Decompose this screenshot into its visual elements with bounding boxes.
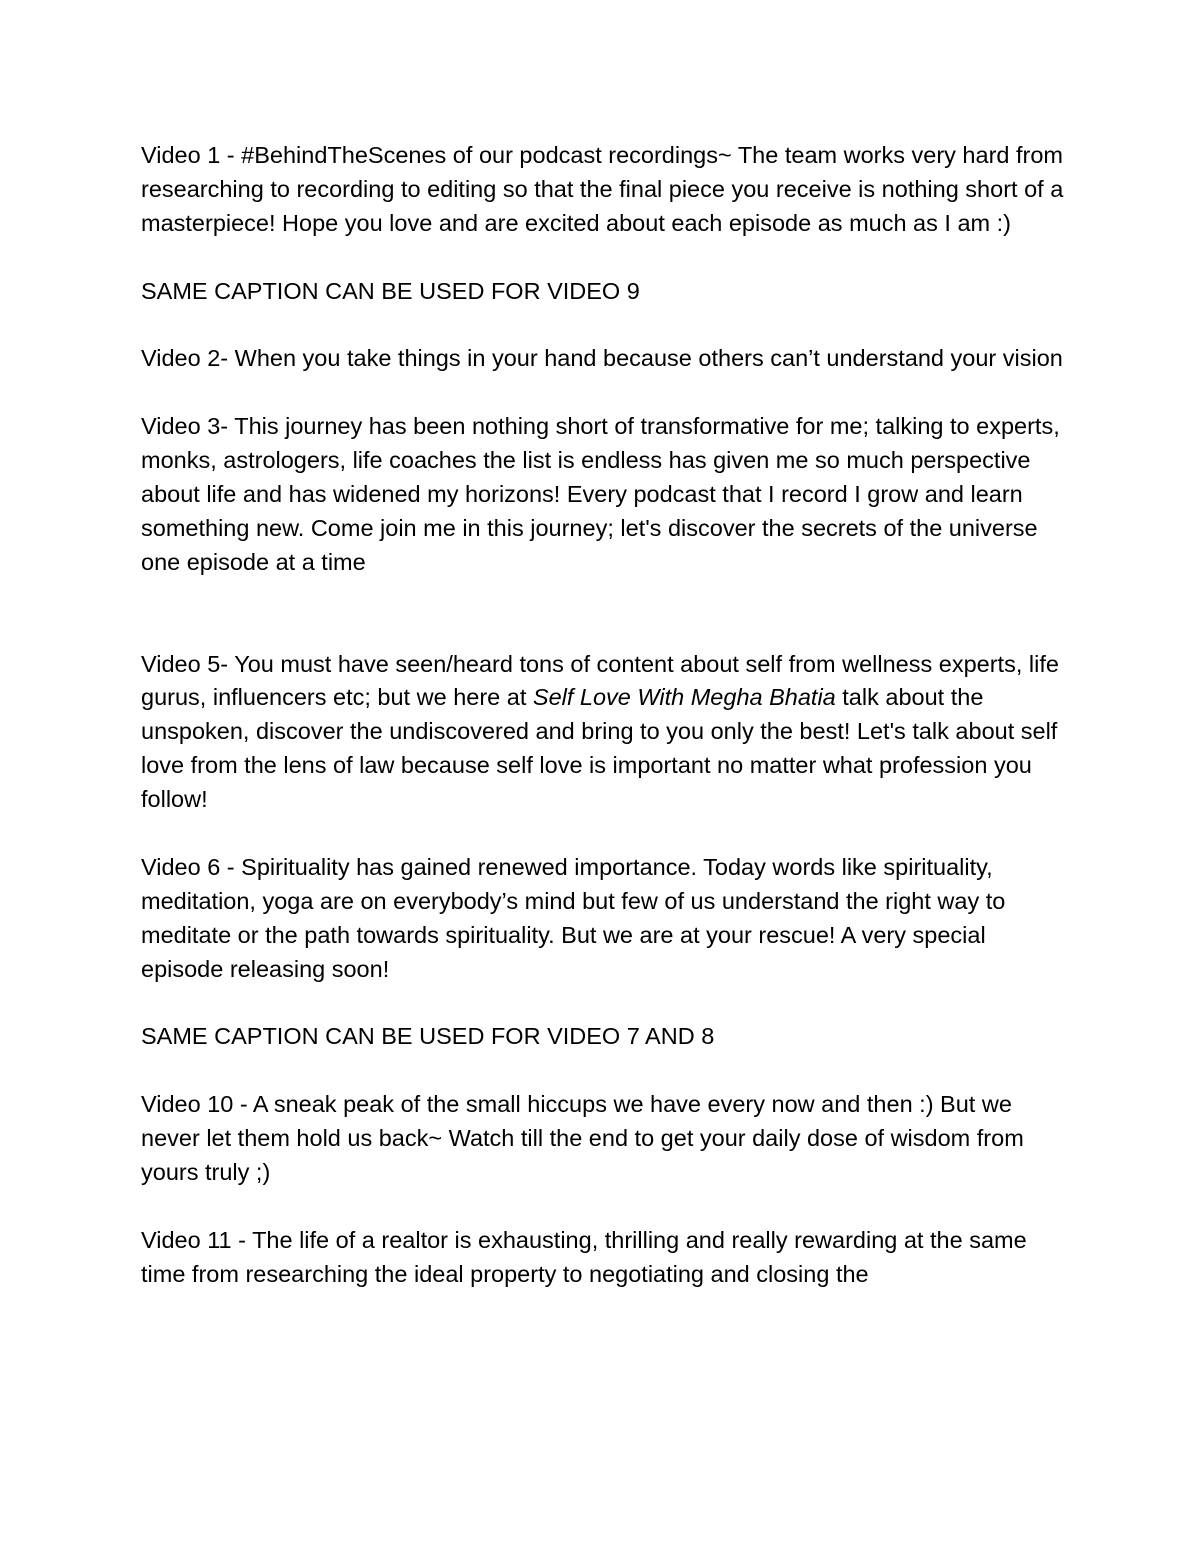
note-video-9: SAME CAPTION CAN BE USED FOR VIDEO 9 bbox=[141, 277, 640, 304]
caption-video-11: Video 11 - The life of a realtor is exhausting, thrilling and really rewarding at the same time from researching the ideal property to negotiating and closing the bbox=[141, 1226, 1027, 1287]
caption-video-5 bbox=[141, 648, 1071, 818]
caption-video-5-text-start: Video 5- You must have seen/heard tons of content about self from wellness experts, life gurus, influencers etc; but we here at bbox=[141, 650, 1059, 711]
caption-video-1: Video 1 - #BehindTheScenes of our podcast recordings~ The team works very hard from researching to recording to editing so that the final piece you receive is nothing short of a masterpiece! Hope you love and are excited about each episode as much as I am :) bbox=[141, 142, 1064, 236]
podcast-title: Self Love With Megha Bhatia bbox=[532, 684, 836, 711]
note-video-7-8: SAME CAPTION CAN BE USED FOR VIDEO 7 AND 8 bbox=[141, 1023, 715, 1050]
caption-video-6: Video 6 - Spirituality has gained renewed importance. Today words like spirituality, meditation, yoga are on everybody’s mind but few of us understand the right way to meditate or the path towards spirituality. But we are at your rescue! A very special episode releasing soon! bbox=[141, 853, 1006, 982]
caption-video-10: Video 10 - A sneak peak of the small hiccups we have every now and then :) But we never let them hold us back~ Watch till the end to get your daily dose of wisdom from yours truly ;) bbox=[141, 1091, 1024, 1186]
document-body bbox=[141, 139, 1071, 1326]
caption-video-2: Video 2- When you take things in your hand because others can’t understand your vision bbox=[141, 345, 1063, 372]
caption-video-3: Video 3- This journey has been nothing short of transformative for me; talking to experts, monks, astrologers, life coaches the list is endless has given me so much perspective about life and has widened my horizons! Every podcast that I record I grow and learn something new. Come join me in this journey; let's discover the secrets of the universe one episode at a time bbox=[141, 413, 1060, 575]
caption-video-5-text-end: talk about the unspoken, discover the undiscovered and bring to you only the best! Let's talk about self love from the lens of law because self love is important no matter what profession you follow! bbox=[141, 684, 1058, 813]
